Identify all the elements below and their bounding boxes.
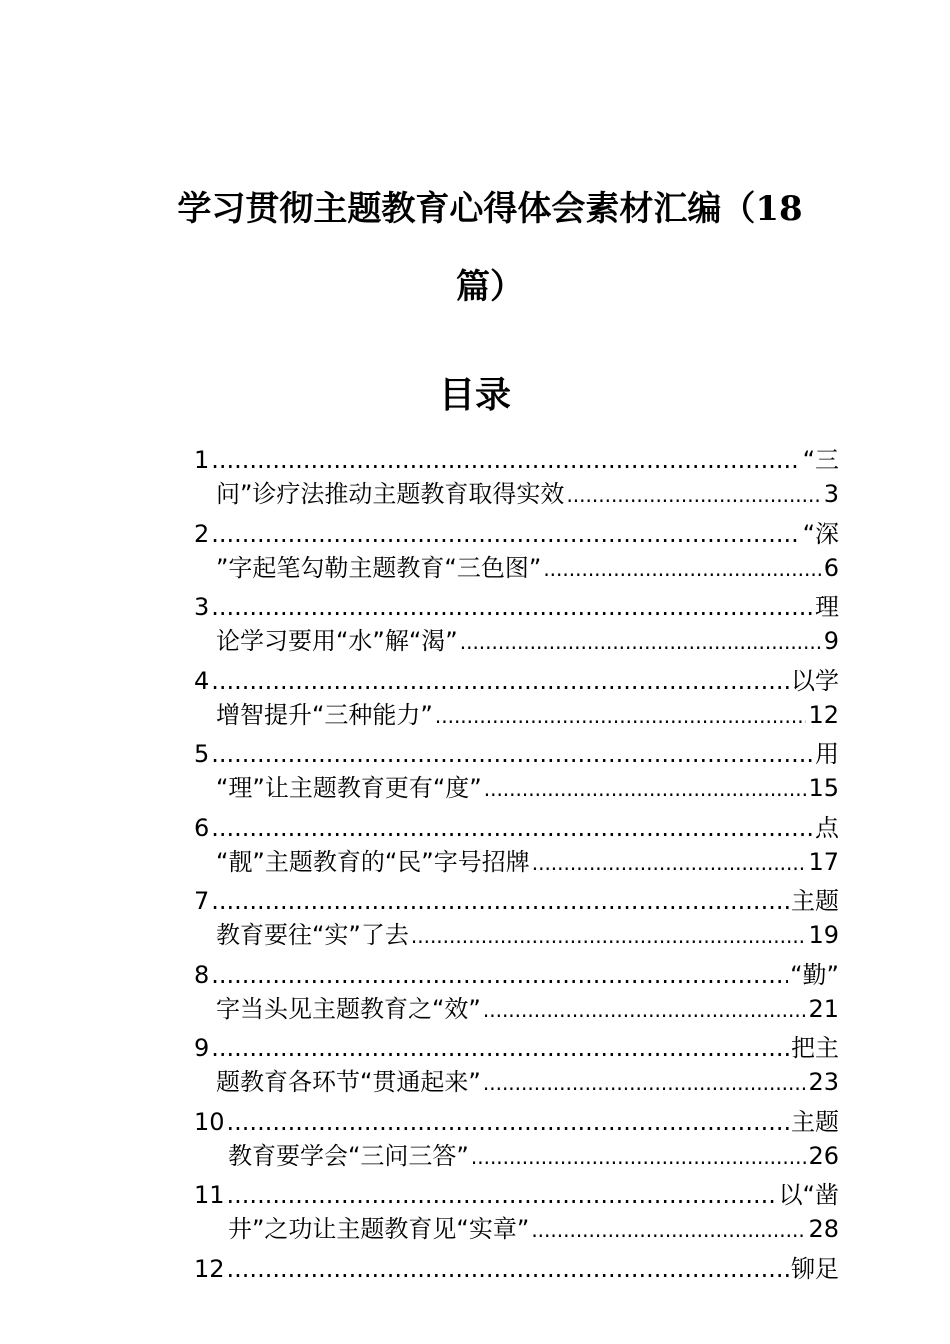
toc-entry-title-start: 把主 bbox=[791, 1034, 839, 1062]
toc-entry-title-start: 以“凿 bbox=[778, 1181, 839, 1209]
toc-entry-title-start: 点 bbox=[815, 813, 839, 842]
toc-entry-page: 26 bbox=[808, 1141, 839, 1170]
toc-entry-6[interactable] bbox=[194, 811, 839, 885]
toc-entry-page: 17 bbox=[808, 847, 839, 876]
dot-leader bbox=[566, 477, 821, 511]
toc-entry-page: 6 bbox=[823, 553, 839, 582]
dot-leader bbox=[227, 1178, 777, 1212]
toc-entry-page: 15 bbox=[808, 774, 839, 802]
toc-entry-number: 8 bbox=[194, 960, 210, 989]
toc-entry-7[interactable] bbox=[194, 884, 839, 958]
dot-leader bbox=[227, 1105, 789, 1139]
toc-entry-title-start: “三 bbox=[802, 446, 839, 474]
toc-entry-number: 11 bbox=[194, 1181, 225, 1209]
toc-entry-title-start: 以学 bbox=[791, 666, 839, 695]
toc-entry-number: 2 bbox=[194, 519, 210, 548]
toc-entry-page: 3 bbox=[823, 480, 839, 508]
dot-leader bbox=[543, 551, 821, 585]
dot-leader bbox=[211, 811, 813, 845]
toc-entry-title-start: 主题 bbox=[791, 1107, 839, 1136]
toc-entry-number: 10 bbox=[194, 1107, 225, 1136]
toc-entry-10[interactable] bbox=[194, 1105, 839, 1179]
toc-entry-page: 9 bbox=[823, 627, 839, 655]
toc-entry-page: 28 bbox=[808, 1215, 839, 1243]
toc-entry-number: 12 bbox=[194, 1254, 225, 1283]
dot-leader bbox=[211, 1031, 789, 1065]
document-title-line-2: 篇） bbox=[456, 267, 524, 307]
toc-entry-title-rest: 教育要学会“三问三答” bbox=[228, 1141, 469, 1170]
toc-entry-title-start: 理 bbox=[815, 593, 839, 621]
toc-entry-title-rest: 论学习要用“水”解“渴” bbox=[216, 627, 458, 655]
toc-entry-title-rest: 井”之功让主题教育见“实章” bbox=[228, 1215, 530, 1243]
toc-entry-title-rest: 问”诊疗法推动主题教育取得实效 bbox=[216, 480, 565, 508]
toc-entry-page: 19 bbox=[808, 921, 839, 949]
dot-leader bbox=[211, 517, 800, 551]
dot-leader bbox=[483, 992, 807, 1026]
toc-entry-2[interactable] bbox=[194, 517, 839, 591]
document-title-line-1: 学习贯彻主题教育心得体会素材汇编（18 bbox=[177, 189, 803, 229]
dot-leader bbox=[484, 771, 807, 805]
toc-entry-page: 23 bbox=[808, 1068, 839, 1096]
toc-entry-number: 1 bbox=[194, 446, 210, 474]
dot-leader bbox=[227, 1252, 789, 1286]
document-title bbox=[160, 170, 820, 326]
toc-entry-title-rest: 字当头见主题教育之“效” bbox=[216, 994, 481, 1023]
dot-leader bbox=[211, 737, 813, 771]
toc-entry-12[interactable] bbox=[194, 1252, 839, 1326]
toc-entry-title-start: “勤” bbox=[790, 960, 839, 989]
toc-entry-title-rest: 增智提升“三种能力” bbox=[216, 700, 433, 729]
dot-leader bbox=[211, 958, 788, 992]
toc-entry-number: 3 bbox=[194, 593, 210, 621]
table-of-contents bbox=[194, 443, 839, 1325]
toc-entry-1[interactable] bbox=[194, 443, 839, 517]
dot-leader bbox=[531, 1212, 806, 1246]
toc-entry-title-start: 主题 bbox=[791, 887, 839, 915]
dot-leader bbox=[211, 443, 800, 477]
toc-entry-3[interactable] bbox=[194, 590, 839, 664]
toc-entry-page: 21 bbox=[808, 994, 839, 1023]
toc-entry-number: 9 bbox=[194, 1034, 210, 1062]
dot-leader bbox=[532, 845, 807, 879]
dot-leader bbox=[411, 918, 807, 952]
toc-entry-title-rest: 题教育各环节“贯通起来” bbox=[216, 1068, 481, 1096]
toc-entry-page: 12 bbox=[808, 700, 839, 729]
toc-entry-number: 7 bbox=[194, 887, 210, 915]
toc-entry-title-rest: ”字起笔勾勒主题教育“三色图” bbox=[216, 553, 542, 582]
toc-entry-11[interactable] bbox=[194, 1178, 839, 1252]
toc-entry-title-rest: “靓”主题教育的“民”字号招牌 bbox=[216, 847, 530, 876]
dot-leader bbox=[211, 664, 789, 698]
dot-leader bbox=[435, 698, 807, 732]
dot-leader bbox=[483, 1065, 807, 1099]
toc-entry-title-start: “深 bbox=[802, 519, 839, 548]
toc-heading: 目录 bbox=[438, 374, 511, 416]
toc-entry-4[interactable] bbox=[194, 664, 839, 738]
dot-leader bbox=[211, 884, 789, 918]
toc-entry-number: 6 bbox=[194, 813, 210, 842]
toc-entry-title-start: 用 bbox=[815, 740, 839, 768]
toc-entry-title-start: 铆足 bbox=[791, 1254, 839, 1283]
dot-leader bbox=[460, 624, 822, 658]
toc-entry-title-rest: 教育要往“实”了去 bbox=[216, 921, 409, 949]
toc-entry-8[interactable] bbox=[194, 958, 839, 1032]
toc-entry-9[interactable] bbox=[194, 1031, 839, 1105]
toc-entry-title-rest: “理”让主题教育更有“度” bbox=[216, 774, 482, 802]
toc-entry-number: 4 bbox=[194, 666, 210, 695]
dot-leader bbox=[471, 1139, 807, 1173]
toc-entry-number: 5 bbox=[194, 740, 210, 768]
toc-entry-5[interactable] bbox=[194, 737, 839, 811]
dot-leader bbox=[211, 590, 813, 624]
